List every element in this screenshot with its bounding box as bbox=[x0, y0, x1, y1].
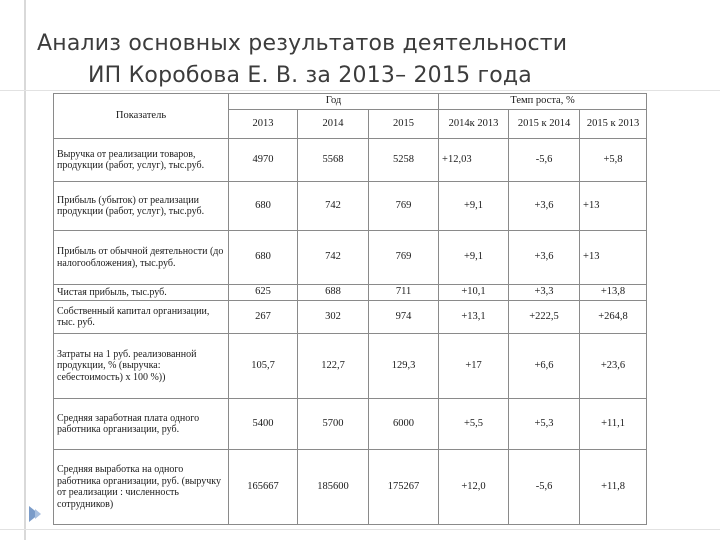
cell-growth-2014-2013: +9,1 bbox=[439, 231, 509, 285]
cell-growth-2014-2013: +13,1 bbox=[439, 301, 509, 334]
cell-2014: 5568 bbox=[298, 139, 369, 182]
header-row-groups bbox=[54, 94, 647, 110]
header-year: 2015 bbox=[369, 109, 439, 139]
cell-growth-2014-2013: +12,03 bbox=[439, 139, 509, 182]
row-label: Средняя заработная плата одного работника организации, руб. bbox=[54, 399, 229, 450]
cell-2014: 688 bbox=[298, 285, 369, 301]
cell-growth-2015-2013: +264,8 bbox=[580, 301, 647, 334]
bottom-divider bbox=[0, 529, 720, 530]
table-row bbox=[54, 231, 647, 285]
cell-growth-2015-2014: +3,6 bbox=[509, 231, 580, 285]
cell-growth-2015-2013: +13,8 bbox=[580, 285, 647, 301]
cell-growth-2014-2013: +5,5 bbox=[439, 399, 509, 450]
table-row bbox=[54, 399, 647, 450]
header-year: 2013 bbox=[229, 109, 298, 139]
cell-growth-2014-2013: +17 bbox=[439, 334, 509, 399]
cell-2015: 769 bbox=[369, 231, 439, 285]
cell-2015: 769 bbox=[369, 182, 439, 231]
header-growth: 2015 к 2014 bbox=[509, 109, 580, 139]
cell-2013: 680 bbox=[229, 231, 298, 285]
cell-2015: 175267 bbox=[369, 450, 439, 525]
cell-2015: 974 bbox=[369, 301, 439, 334]
cell-2015: 5258 bbox=[369, 139, 439, 182]
cell-2013: 5400 bbox=[229, 399, 298, 450]
cell-growth-2015-2013: +11,1 bbox=[580, 399, 647, 450]
cell-2013: 680 bbox=[229, 182, 298, 231]
cell-2014: 122,7 bbox=[298, 334, 369, 399]
cell-2013: 105,7 bbox=[229, 334, 298, 399]
table-row bbox=[54, 139, 647, 182]
corner-arrow-inner-icon bbox=[35, 509, 41, 519]
cell-2015: 6000 bbox=[369, 399, 439, 450]
table-row bbox=[54, 450, 647, 525]
cell-2014: 742 bbox=[298, 182, 369, 231]
cell-growth-2015-2014: +3,3 bbox=[509, 285, 580, 301]
cell-growth-2015-2014: +6,6 bbox=[509, 334, 580, 399]
cell-growth-2015-2014: +3,6 bbox=[509, 182, 580, 231]
header-growth-group: Темп роста, % bbox=[439, 94, 647, 110]
cell-growth-2015-2014: -5,6 bbox=[509, 450, 580, 525]
title-line-1: Анализ основных результатов деятельности bbox=[37, 31, 568, 56]
row-label: Прибыль (убыток) от реализации продукции (работ, услуг), тыс.руб. bbox=[54, 182, 229, 231]
cell-2013: 267 bbox=[229, 301, 298, 334]
cell-growth-2015-2013: +23,6 bbox=[580, 334, 647, 399]
row-label: Затраты на 1 руб. реализованной продукции, % (выручка: себестоимость) х 100 %)) bbox=[54, 334, 229, 399]
header-year: 2014 bbox=[298, 109, 369, 139]
cell-2014: 742 bbox=[298, 231, 369, 285]
cell-growth-2015-2014: +222,5 bbox=[509, 301, 580, 334]
row-label: Собственный капитал организации, тыс. руб. bbox=[54, 301, 229, 334]
header-growth: 2014к 2013 bbox=[439, 109, 509, 139]
table-row bbox=[54, 334, 647, 399]
row-label: Прибыль от обычной деятельности (до налогообложения), тыс.руб. bbox=[54, 231, 229, 285]
table-row bbox=[54, 301, 647, 334]
cell-growth-2015-2014: +5,3 bbox=[509, 399, 580, 450]
header-growth: 2015 к 2013 bbox=[580, 109, 647, 139]
cell-growth-2015-2013: +13 bbox=[580, 231, 647, 285]
cell-2015: 129,3 bbox=[369, 334, 439, 399]
cell-2013: 165667 bbox=[229, 450, 298, 525]
cell-2015: 711 bbox=[369, 285, 439, 301]
cell-2014: 5700 bbox=[298, 399, 369, 450]
header-year-group: Год bbox=[229, 94, 439, 110]
cell-2014: 185600 bbox=[298, 450, 369, 525]
row-label: Выручка от реализации товаров, продукции (работ, услуг), тыс.руб. bbox=[54, 139, 229, 182]
cell-2014: 302 bbox=[298, 301, 369, 334]
cell-2013: 4970 bbox=[229, 139, 298, 182]
row-label: Чистая прибыль, тыс.руб. bbox=[54, 285, 229, 301]
cell-2013: 625 bbox=[229, 285, 298, 301]
title-line-2: ИП Коробова Е. В. за 2013– 2015 года bbox=[88, 63, 532, 88]
cell-growth-2015-2013: +11,8 bbox=[580, 450, 647, 525]
table-row bbox=[54, 285, 647, 301]
cell-growth-2015-2013: +5,8 bbox=[580, 139, 647, 182]
cell-growth-2015-2013: +13 bbox=[580, 182, 647, 231]
cell-growth-2015-2014: -5,6 bbox=[509, 139, 580, 182]
page-title bbox=[0, 28, 720, 92]
table-row bbox=[54, 182, 647, 231]
cell-growth-2014-2013: +9,1 bbox=[439, 182, 509, 231]
results-table bbox=[53, 93, 647, 525]
row-label: Средняя выработка на одного работника организации, руб. (выручку от реализации : численность сотрудников) bbox=[54, 450, 229, 525]
header-indicator: Показатель bbox=[54, 94, 229, 139]
cell-growth-2014-2013: +12,0 bbox=[439, 450, 509, 525]
cell-growth-2014-2013: +10,1 bbox=[439, 285, 509, 301]
